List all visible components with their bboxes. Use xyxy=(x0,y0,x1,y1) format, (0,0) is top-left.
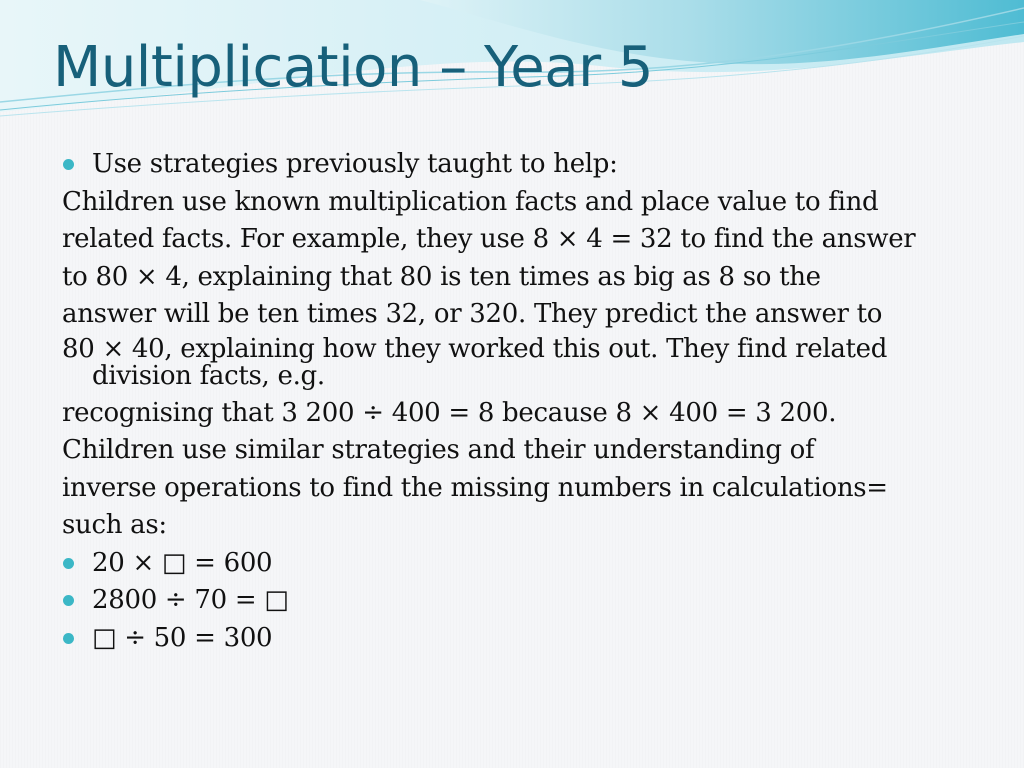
body-text: 2800 ÷ 70 = □ xyxy=(92,585,289,615)
body-text: answer will be ten times 32, or 320. They predict the answer to xyxy=(62,299,883,329)
body-text: 80 × 40, explaining how they worked this out. They find related xyxy=(62,333,888,364)
bullet-icon xyxy=(63,633,74,644)
list-item xyxy=(62,545,962,583)
body-text: related facts. For example, they use 8 × 4 = 32 to find the answer xyxy=(62,224,916,254)
bullet-icon xyxy=(63,558,74,569)
bullet-icon xyxy=(63,159,74,170)
body-text: inverse operations to find the missing numbers in calculations= xyxy=(62,472,888,503)
slide-title: Multiplication – Year 5 xyxy=(53,35,654,100)
bullet-icon xyxy=(63,595,74,606)
list-item xyxy=(62,582,962,620)
body-text: such as: xyxy=(62,510,167,540)
body-text: □ ÷ 50 = 300 xyxy=(92,622,273,653)
body-text: Children use known multiplication facts and place value to find xyxy=(62,186,879,217)
list-item xyxy=(62,620,962,658)
slide-body xyxy=(62,146,962,657)
body-text: division facts, e.g. xyxy=(92,360,325,391)
list-item xyxy=(62,146,962,184)
body-text: Children use similar strategies and their understanding of xyxy=(62,435,815,465)
body-text: to 80 × 4, explaining that 80 is ten times as big as 8 so the xyxy=(62,261,821,292)
body-text: Use strategies previously taught to help: xyxy=(92,149,618,179)
body-text: 20 × □ = 600 xyxy=(92,547,273,578)
body-text: recognising that 3 200 ÷ 400 = 8 because 8 × 400 = 3 200. xyxy=(62,397,837,428)
